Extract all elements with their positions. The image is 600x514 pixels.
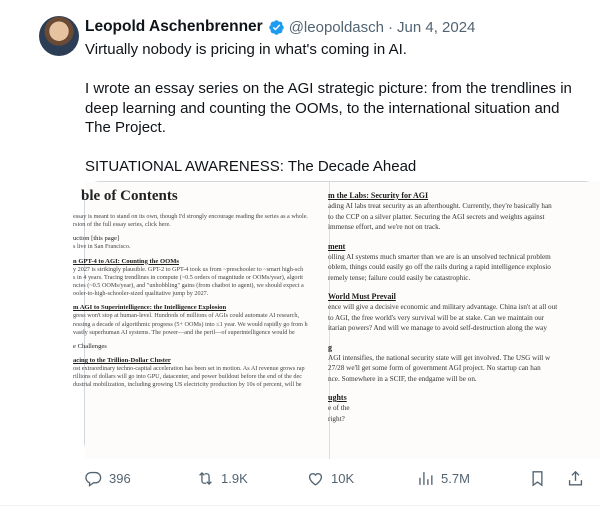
doc-text-line: dustrial mobilization, including growing US electricity production by 10s of percent, will be — [73, 381, 302, 389]
avatar[interactable] — [39, 16, 79, 56]
views-icon — [416, 469, 435, 488]
action-bar — [0, 469, 600, 491]
author-handle[interactable]: @leopoldasch — [288, 18, 384, 36]
document-page-right — [330, 182, 600, 459]
doc-text-line: ost extraordinary techno-capital acceleration has been set in motion. As AI revenue grows rap — [73, 365, 305, 373]
doc-text-line: remely tense; failure could easily be catastrophic. — [328, 273, 471, 282]
doc-section-heading: m the Labs: Security for AGI — [328, 191, 429, 200]
tweet-header — [85, 18, 475, 36]
doc-text-line: AGI intensifies, the national security state will get involved. The USG will w — [328, 353, 551, 362]
doc-text-line: ence will give a decisive economic and military advantage. China isn't at all out — [328, 303, 558, 311]
like-icon — [306, 469, 325, 488]
share-button[interactable] — [566, 469, 591, 488]
doc-text-line: s in 4 years. Tracing trendlines in compute (~0.5 orders of magnitude or OOMs/year), algorit — [73, 273, 304, 281]
doc-section-heading: World Must Prevail — [328, 292, 396, 301]
doc-text-line: s live in San Francisco. — [73, 243, 131, 251]
doc-text-line: olling AI systems much smarter than we are is an unsolved technical problem — [328, 252, 551, 261]
doc-text-line: right? — [328, 414, 345, 423]
doc-section-heading: e Challenges — [73, 343, 107, 351]
tweet-line-1: Virtually nobody is pricing in what's coming in AI. — [85, 41, 407, 58]
doc-text-line: y 2027 is strikingly plausible. GPT-2 to GPT-4 took us from ~preschooler to ~smart high-sch — [73, 265, 304, 273]
doc-section-heading: uction [this page] — [73, 235, 120, 243]
doc-title: ble of Contents — [81, 188, 178, 204]
retweet-icon — [196, 469, 215, 488]
doc-text-line: ressing a decade of algorithmic progress (5+ OOMs) into ≤1 year. We would rapidly go from h — [73, 320, 308, 328]
doc-section-heading: m AGI to Superintelligence: the Intelligence Explosion — [73, 304, 227, 312]
doc-text-line: gress won't stop at human-level. Hundreds of millions of AGIs could automate AI research, — [73, 312, 300, 320]
doc-section-heading: g — [328, 342, 332, 352]
reply-button[interactable] — [84, 469, 131, 488]
bookmark-icon — [528, 469, 547, 488]
doc-section-heading: acing to the Trillion-Dollar Cluster — [73, 357, 171, 365]
doc-text-line: itarian powers? And will we manage to avoid self-destruction along the way — [328, 324, 547, 332]
like-button[interactable] — [306, 469, 354, 488]
doc-text-line: rillions of dollars will go into GPU, datacenter, and power buildout before the end of the dec — [73, 373, 302, 381]
verified-badge-icon — [268, 19, 285, 36]
views-button[interactable] — [416, 469, 470, 488]
doc-text-line: vastly superhuman AI systems. The power—and the peril—of superintelligence would be — [73, 328, 295, 336]
doc-text-line: 27/28 we'll get some form of government AGI project. No startup can han — [328, 364, 541, 372]
doc-text-line: e of the — [328, 404, 350, 412]
doc-section-heading: n GPT-4 to AGI: Counting the OOMs — [73, 257, 180, 265]
reply-count: 396 — [109, 471, 131, 486]
doc-text-line: immense effort, and we're not on track. — [328, 223, 441, 231]
share-icon — [566, 469, 585, 488]
document-page-left — [73, 182, 330, 459]
doc-section-heading: ment — [328, 241, 346, 251]
tweet-body — [85, 40, 585, 177]
views-count: 5.7M — [441, 471, 470, 486]
doc-text-line: ading AI labs treat security as an afterthought. Currently, they're basically han — [328, 202, 552, 210]
doc-section-heading: ughts — [328, 393, 347, 402]
tweet-line-2: I wrote an essay series on the AGI strategic picture: from the trendlines in deep learning and counting the OOMs, to the international situation and The Project. — [85, 80, 572, 136]
doc-text-line: to AGI, the free world's very survival will be at stake. Can we maintain our — [328, 313, 545, 322]
doc-text-line: oblem, things could easily go off the rails during a rapid intelligence explosio — [328, 263, 551, 271]
divider — [0, 505, 600, 506]
retweet-button[interactable] — [196, 469, 248, 488]
attached-image[interactable] — [73, 181, 600, 458]
doc-text-line: ncies (~0.5 OOMs/year), and "unhobbling" gains (from chatbot to agent), we should expect a — [73, 282, 304, 290]
bookmark-button[interactable] — [528, 469, 553, 488]
tweet-date[interactable]: Jun 4, 2024 — [397, 18, 476, 36]
doc-text-line: rsion of the full essay series, click here. — [73, 221, 171, 229]
retweet-count: 1.9K — [221, 471, 248, 486]
author-name[interactable]: Leopold Aschenbrenner — [85, 18, 263, 35]
doc-text-line: nce. Somewhere in a SCIF, the endgame will be on. — [328, 374, 477, 383]
separator-dot: · — [388, 18, 393, 36]
doc-text-line: ooler-to-high-schooler-sized qualitative jump by 2027. — [73, 290, 209, 298]
like-count: 10K — [331, 471, 355, 486]
doc-text-line: essay is meant to stand on its own, though I'd strongly encourage reading the series as a whole. — [73, 213, 308, 220]
reply-icon — [84, 469, 103, 488]
tweet-line-3: SITUATIONAL AWARENESS: The Decade Ahead — [85, 158, 417, 175]
doc-text-line: to the CCP on a silver platter. Securing the AGI secrets and weights against — [328, 212, 545, 221]
